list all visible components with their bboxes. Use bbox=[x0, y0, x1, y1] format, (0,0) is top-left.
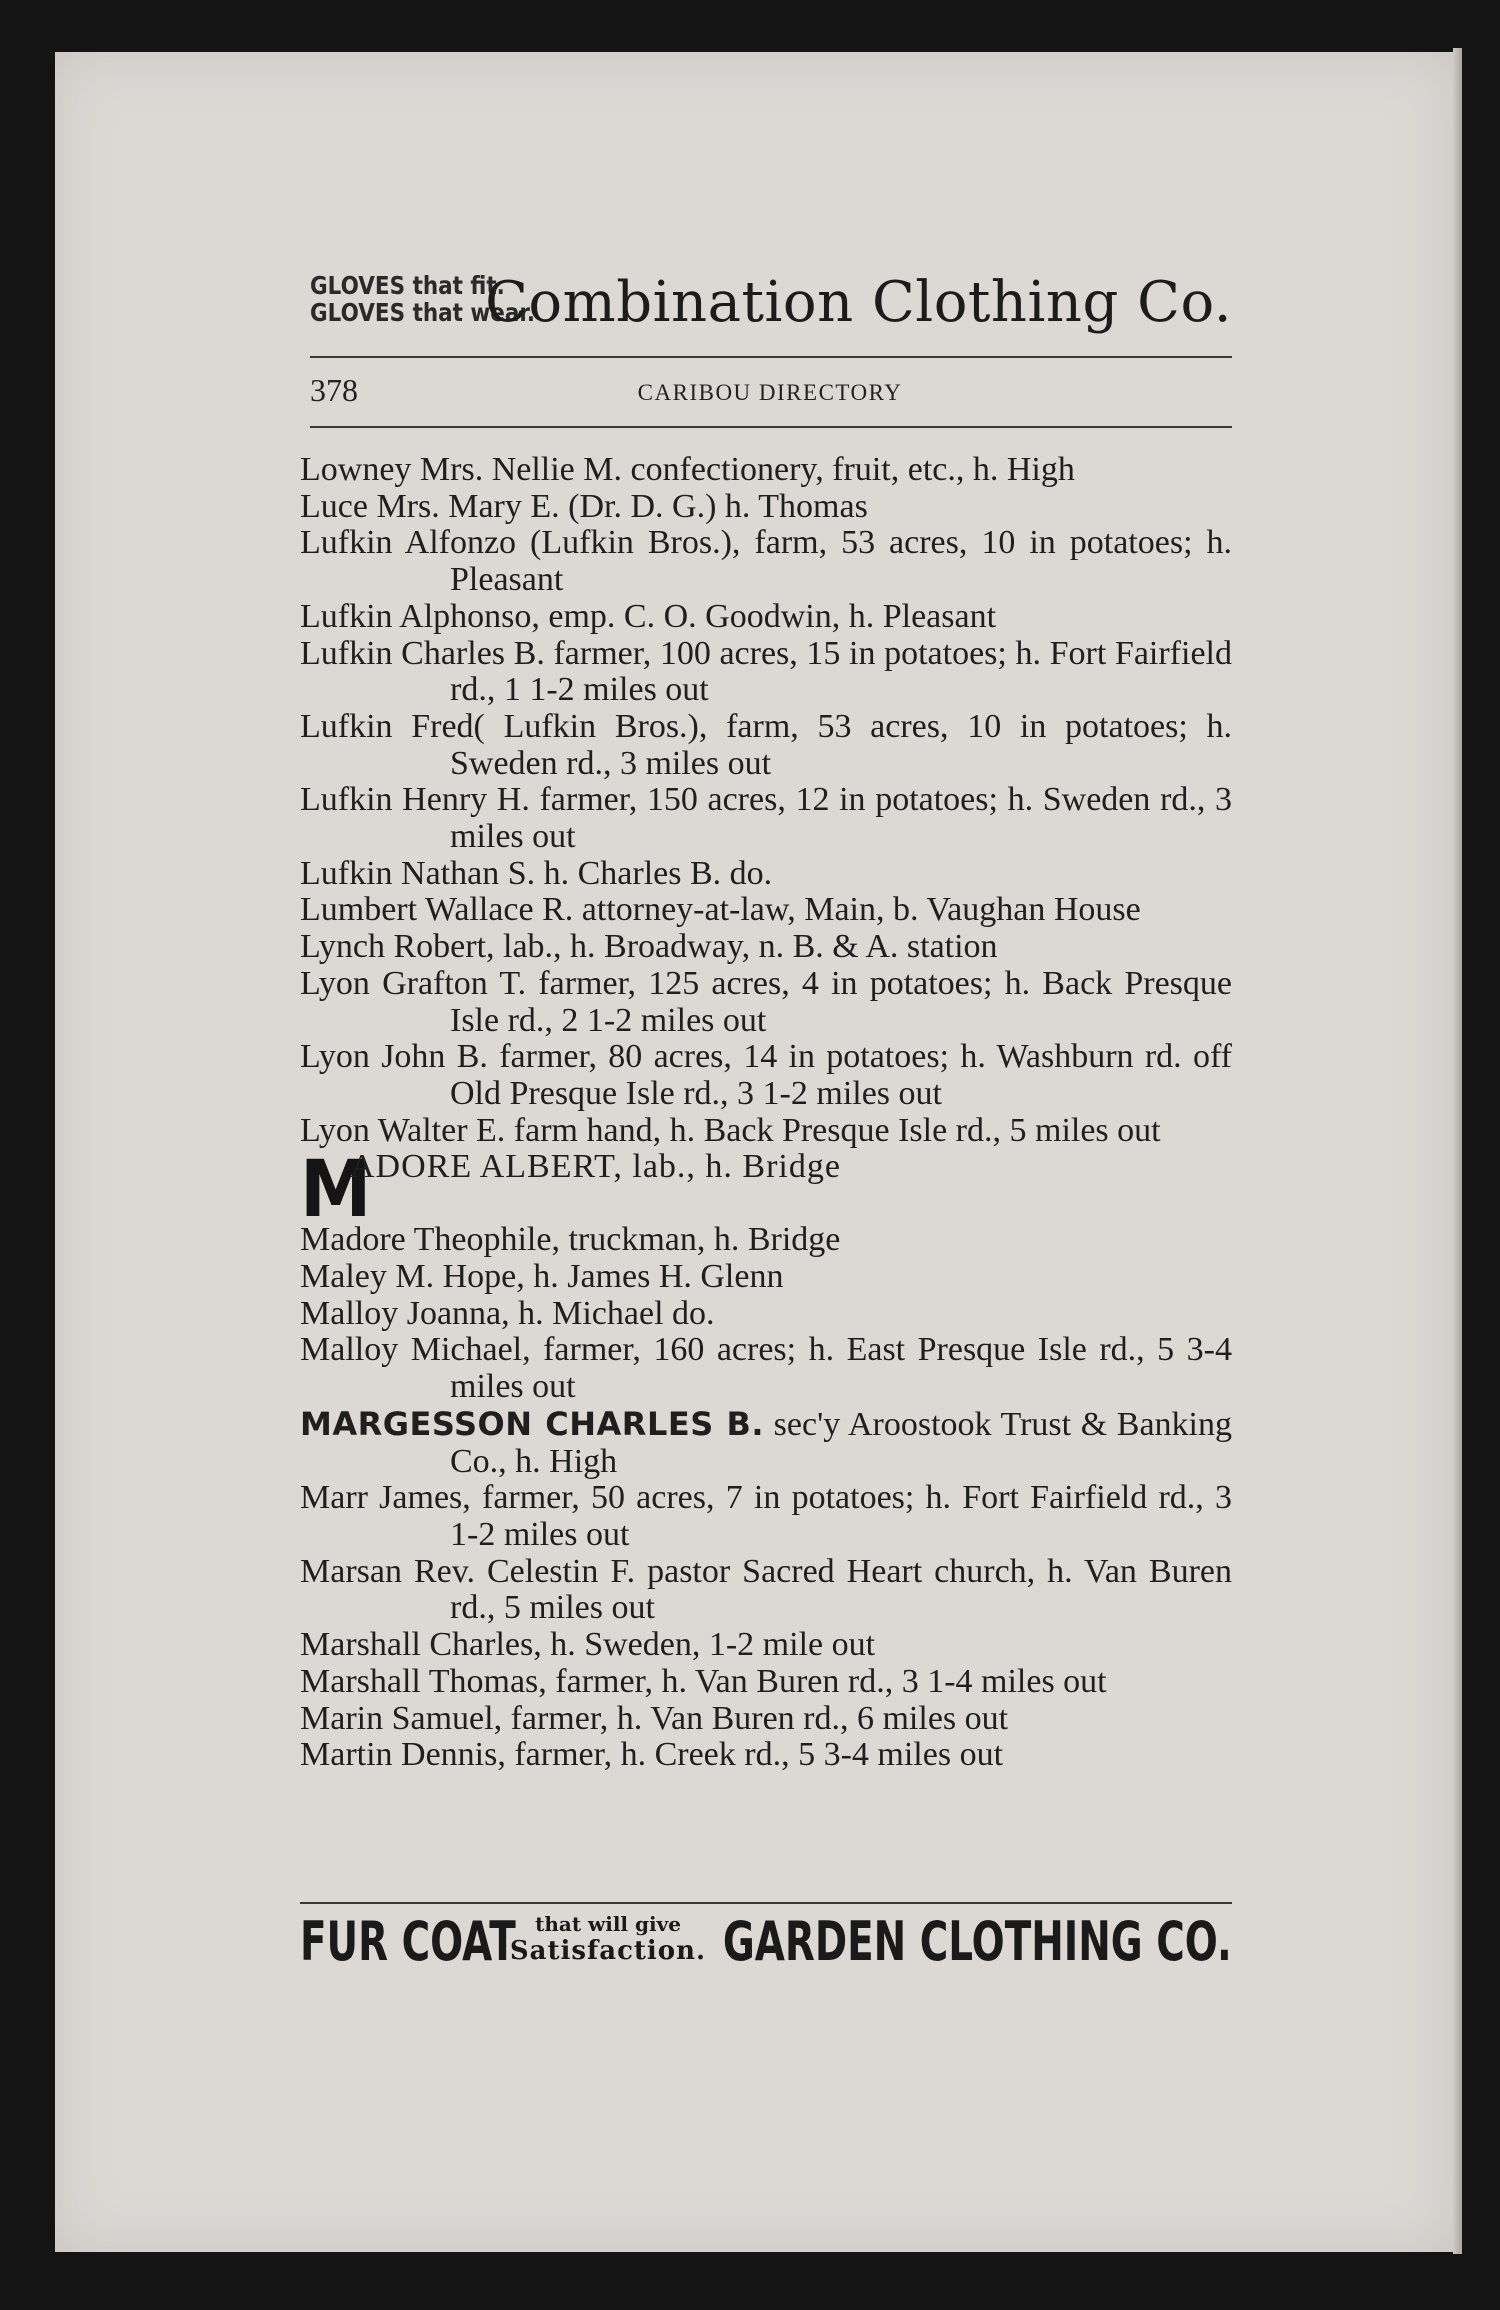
page-number: 378 bbox=[310, 372, 358, 408]
directory-entry: Maley M. Hope, h. James H. Glenn bbox=[300, 1258, 784, 1296]
gloves-line-1: GLOVES that fit. bbox=[310, 271, 505, 300]
directory-entry: Lyon Walter E. farm hand, h. Back Presque Isle rd., 5 miles out bbox=[300, 1111, 1161, 1149]
directory-entry: Lufkin Charles B. farmer, 100 acres, 15 in potatoes; h. Fort Fairfield rd., 1 1-2 miles out bbox=[300, 634, 1232, 709]
directory-entry: Marin Samuel, farmer, h. Van Buren rd., 6 miles out bbox=[300, 1699, 1009, 1737]
running-head-rule bbox=[310, 426, 1232, 428]
drop-cap-entry-text: ADORE ALBERT, lab., h. Bridge bbox=[350, 1148, 841, 1186]
directory-entry: Lufkin Henry H. farmer, 150 acres, 12 in potatoes; h. Sweden rd., 3 miles out bbox=[300, 781, 1232, 856]
directory-entry: Lumbert Wallace R. attorney-at-law, Main, b. Vaughan House bbox=[300, 891, 1141, 929]
directory-entry: Marshall Thomas, farmer, h. Van Buren rd., 3 1-4 miles out bbox=[300, 1662, 1107, 1700]
section-m-first-entry bbox=[300, 1145, 1232, 1236]
directory-entry: Madore Theophile, truckman, h. Bridge bbox=[300, 1221, 841, 1259]
fur-coat-text: FUR COAT bbox=[300, 1910, 516, 1973]
garden-clothing-text: GARDEN CLOTHING CO. bbox=[723, 1910, 1232, 1973]
directory-entry: Martin Dennis, farmer, h. Creek rd., 5 3-4 miles out bbox=[300, 1736, 1004, 1774]
slogan-line-2: Satisfaction. bbox=[509, 1936, 707, 1966]
directory-entry: Malloy Joanna, h. Michael do. bbox=[300, 1294, 715, 1332]
directory-entry: Malloy Michael, farmer, 160 acres; h. East Presque Isle rd., 5 3-4 miles out bbox=[300, 1331, 1232, 1406]
directory-entry: Lyon Grafton T. farmer, 125 acres, 4 in potatoes; h. Back Presque Isle rd., 2 1-2 miles out bbox=[300, 964, 1232, 1039]
header-advertisement bbox=[310, 270, 1232, 356]
directory-entry: Lufkin Alfonzo (Lufkin Bros.), farm, 53 acres, 10 in potatoes; h. Pleasant bbox=[300, 524, 1232, 599]
directory-entry: Marr James, farmer, 50 acres, 7 in potatoes; h. Fort Fairfield rd., 3 1-2 miles out bbox=[300, 1479, 1232, 1553]
directory-entries bbox=[300, 452, 1232, 1774]
directory-entry-bold bbox=[300, 1406, 1232, 1480]
gloves-line-2: GLOVES that wear. bbox=[310, 298, 536, 327]
directory-entry: Lufkin Fred( Lufkin Bros.), farm, 53 acres, 10 in potatoes; h. Sweden rd., 3 miles out bbox=[300, 707, 1232, 782]
header-rule bbox=[310, 356, 1232, 358]
page-edge bbox=[1453, 48, 1462, 2254]
bold-entry-name: MARGESSON CHARLES B. bbox=[300, 1404, 765, 1443]
slogan-line-1: that will give bbox=[535, 1912, 681, 1936]
directory-entry: Lowney Mrs. Nellie M. confectionery, fruit, etc., h. High bbox=[300, 451, 1075, 488]
drop-cap: M bbox=[300, 1145, 372, 1236]
directory-entry: Luce Mrs. Mary E. (Dr. D. G.) h. Thomas bbox=[300, 487, 868, 525]
directory-entry: Lynch Robert, lab., h. Broadway, n. B. & A. station bbox=[300, 928, 998, 966]
footer-rule bbox=[300, 1902, 1232, 1904]
directory-entry: Marsan Rev. Celestin F. pastor Sacred Heart church, h. Van Buren rd., 5 miles out bbox=[300, 1552, 1232, 1627]
bold-entry-text: sec'y Aroostook Trust & Banking Co., h. High bbox=[450, 1405, 1233, 1480]
company-name: Combination Clothing Co. bbox=[485, 270, 1232, 335]
directory-entry: Lyon John B. farmer, 80 acres, 14 in potatoes; h. Washburn rd. off Old Presque Isle rd., 3 1-2 miles out bbox=[300, 1038, 1232, 1112]
directory-entry: Marshall Charles, h. Sweden, 1-2 mile out bbox=[300, 1626, 876, 1664]
satisfaction-slogan bbox=[508, 1912, 708, 1966]
running-head bbox=[310, 372, 1232, 416]
footer-advertisement bbox=[300, 1912, 1232, 1982]
directory-entry: Lufkin Alphonso, emp. C. O. Goodwin, h. Pleasant bbox=[300, 597, 997, 635]
directory-entry: Lufkin Nathan S. h. Charles B. do. bbox=[300, 854, 773, 892]
running-title: CARIBOU DIRECTORY bbox=[637, 380, 903, 405]
